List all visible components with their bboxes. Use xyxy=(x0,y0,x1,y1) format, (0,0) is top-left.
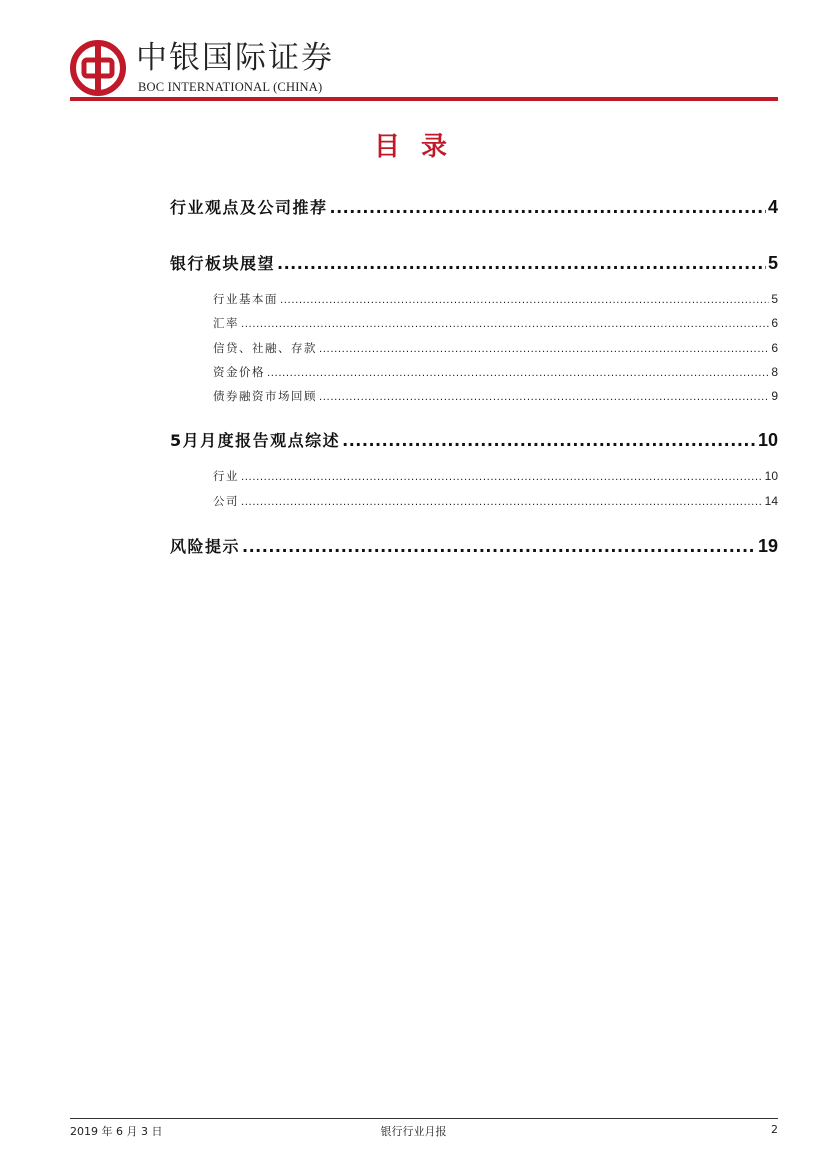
footer-page-number: 2 xyxy=(771,1123,778,1136)
toc-entry[interactable] xyxy=(213,291,778,307)
toc-entry[interactable] xyxy=(170,428,778,451)
toc-entry-page: 4 xyxy=(767,197,778,217)
footer-date: 2019 年 6 月 3 日 xyxy=(70,1125,163,1138)
toc-entry-page: 6 xyxy=(771,341,778,355)
toc-entry-label: 资金价格 xyxy=(213,365,265,379)
toc-entry-page: 6 xyxy=(771,316,778,330)
toc-entry-label: 汇率 xyxy=(213,316,239,330)
toc-entry-page: 8 xyxy=(771,365,778,379)
toc-entry-label: 行业基本面 xyxy=(213,292,278,306)
toc-leader-dots xyxy=(319,344,769,355)
toc-entry[interactable] xyxy=(213,315,778,331)
header-divider xyxy=(70,97,778,101)
toc-entry-page: 10 xyxy=(757,430,778,450)
toc-entry-label: 信贷、社融、存款 xyxy=(213,341,317,355)
toc-entry[interactable] xyxy=(170,195,778,218)
toc-entry-page: 5 xyxy=(771,292,778,306)
toc-leader-dots xyxy=(330,198,766,217)
boc-logo-icon xyxy=(70,40,126,96)
toc-entry-label: 风险提示 xyxy=(170,537,241,556)
toc-entry-label: 行业 xyxy=(213,469,239,483)
brand-name-cn: 中银国际证券 xyxy=(136,40,334,76)
toc-entry-page: 14 xyxy=(764,494,778,508)
toc-entry[interactable] xyxy=(213,340,778,356)
toc-entry[interactable] xyxy=(213,468,778,484)
brand-name-en: BOC INTERNATIONAL (CHINA) xyxy=(138,80,323,94)
toc-leader-dots xyxy=(242,537,756,556)
toc-entry-page: 5 xyxy=(767,253,778,273)
toc-entry-label: 行业观点及公司推荐 xyxy=(170,198,328,217)
toc-leader-dots xyxy=(241,472,763,483)
footer-report-name: 银行行业月报 xyxy=(380,1125,447,1138)
toc-entry[interactable] xyxy=(170,251,778,274)
page-header xyxy=(70,36,778,102)
toc-entry-label: 5月月度报告观点综述 xyxy=(170,431,341,450)
toc-entry[interactable] xyxy=(213,493,778,509)
toc-leader-dots xyxy=(241,497,763,508)
toc-leader-dots xyxy=(241,319,769,330)
toc-entry-page: 9 xyxy=(771,389,778,403)
toc-leader-dots xyxy=(342,431,756,450)
toc-leader-dots xyxy=(277,254,766,273)
toc-entry[interactable] xyxy=(170,534,778,557)
toc-entry-page: 10 xyxy=(764,469,778,483)
toc-leader-dots xyxy=(267,368,769,379)
toc-entry[interactable] xyxy=(213,364,778,380)
footer-divider xyxy=(70,1118,778,1119)
toc-entry[interactable] xyxy=(213,388,778,404)
toc-leader-dots xyxy=(319,392,769,403)
toc-entry-page: 19 xyxy=(757,536,778,556)
toc-title: 目 录 xyxy=(373,132,454,162)
toc-entry-label: 债券融资市场回顾 xyxy=(213,389,317,403)
toc-entry-label: 银行板块展望 xyxy=(170,254,276,273)
toc-entry-label: 公司 xyxy=(213,494,239,508)
toc-leader-dots xyxy=(280,295,769,306)
